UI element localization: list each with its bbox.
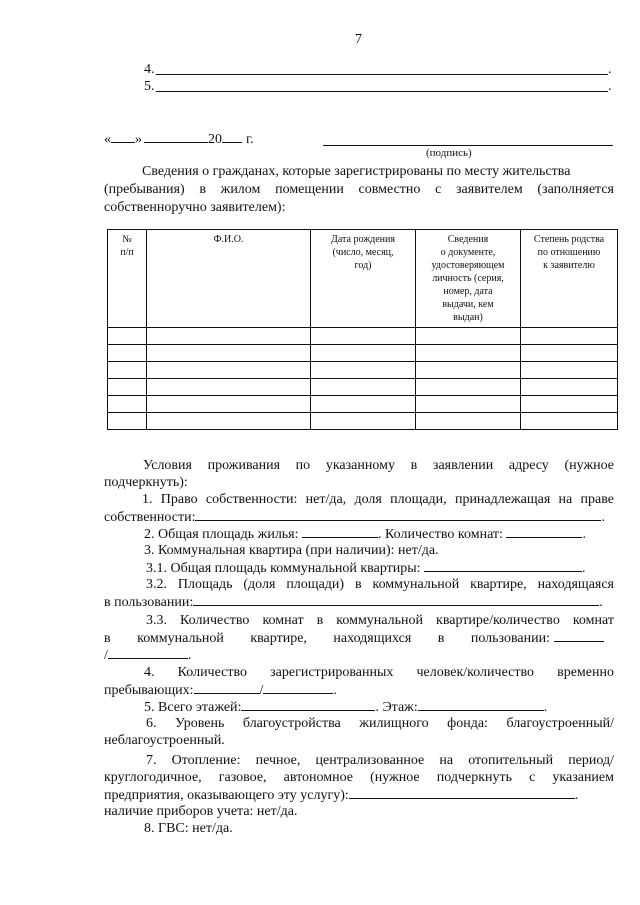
item3-2-line-2: в пользовании: . xyxy=(104,595,603,610)
item3-line: 3. Коммунальная квартира (при наличии): нет/да. xyxy=(144,543,439,558)
heating-provider-field[interactable] xyxy=(349,786,575,799)
item1-line-1: 1. Право собственности: нет/да, доля площади, принадлежащая на праве xyxy=(142,492,614,507)
date-month-field[interactable] xyxy=(144,130,208,143)
item7-line-3: предприятия, оказывающего эту услугу): . xyxy=(104,788,579,803)
table-row[interactable] xyxy=(108,396,618,413)
table-header-row xyxy=(108,230,618,328)
item3-3-line-1: 3.3. Количество комнат в коммунальной квартире/количество комнат xyxy=(146,613,614,628)
total-area-field[interactable] xyxy=(302,525,378,538)
list-item-5-label: 5. xyxy=(144,79,155,94)
date-close-quote: » xyxy=(135,132,142,147)
date-line xyxy=(104,130,254,148)
list-item-4-label: 4. xyxy=(144,62,155,77)
date-open-quote: « xyxy=(104,132,111,147)
date-year-suffix: г. xyxy=(246,132,254,147)
item3-3-line-3: / . xyxy=(104,648,192,663)
item3-1-line: 3.1. Общая площадь коммунальной квартиры: . xyxy=(146,561,586,576)
item3-3-line-2: в коммунальной квартире, находящихся в пользовании: xyxy=(104,629,604,647)
registered-count-field[interactable] xyxy=(194,681,260,694)
date-day-field[interactable] xyxy=(111,130,135,143)
communal-rooms-field[interactable] xyxy=(554,629,604,642)
floor-field[interactable] xyxy=(418,698,544,711)
item2-line: 2. Общая площадь жилья: . Количество комнат: . xyxy=(144,527,586,542)
item8-line: 8. ГВС: нет/да. xyxy=(144,821,233,836)
table-row[interactable] xyxy=(108,328,618,345)
ownership-field[interactable] xyxy=(195,508,601,521)
header-relationship: Степень родства по отношению к заявителю xyxy=(521,230,618,328)
page-number: 7 xyxy=(355,32,362,47)
header-full-name: Ф.И.О. xyxy=(147,230,311,328)
room-count-field[interactable] xyxy=(506,525,582,538)
item7-line-4: наличие приборов учета: нет/да. xyxy=(104,804,298,819)
list-item-4-period: . xyxy=(608,62,612,77)
list-item-5-period: . xyxy=(608,79,612,94)
item6-line-1: 6. Уровень благоустройства жилищного фонда: благоустроенный/ xyxy=(146,716,614,731)
item7-line-2: круглогодичное, газовое, автономное (нужное подчеркнуть с указанием xyxy=(104,770,614,785)
intro-line-2: (пребывания) в жилом помещении совместно с заявителем (заполняется xyxy=(104,182,614,197)
conditions-title-line-2: подчеркнуть): xyxy=(104,475,188,490)
date-year-prefix: 20 xyxy=(208,132,222,147)
intro-line-1: Сведения о гражданах, которые зарегистрированы по месту жительства xyxy=(142,164,571,179)
signature-caption: (подпись) xyxy=(426,147,472,159)
communal-share-field[interactable] xyxy=(193,593,599,606)
date-year-field[interactable] xyxy=(222,130,242,143)
intro-line-3: собственноручно заявителем): xyxy=(104,200,286,215)
table-row[interactable] xyxy=(108,379,618,396)
item5-line: 5. Всего этажей: . Этаж: . xyxy=(144,700,548,715)
item1-line-2: собственности: . xyxy=(104,510,605,525)
conditions-title-line-1: Условия проживания по указанному в заявлении адресу (нужное xyxy=(143,458,614,473)
table-row[interactable] xyxy=(108,345,618,362)
item6-line-2: неблагоустроенный. xyxy=(104,733,225,748)
item3-2-line-1: 3.2. Площадь (доля площади) в коммунальной квартире, находящаяся xyxy=(146,577,614,592)
item4-line-2: пребывающих: / . xyxy=(104,683,337,698)
floors-total-field[interactable] xyxy=(241,698,375,711)
communal-area-field[interactable] xyxy=(424,559,582,572)
signature-line[interactable] xyxy=(323,145,613,146)
header-birth-date: Дата рождения (число, месяц, год) xyxy=(311,230,416,328)
item4-line-1: 4. Количество зарегистрированных человек/количество временно xyxy=(144,665,614,680)
list-item-5-line[interactable] xyxy=(156,91,608,92)
list-item-4-line[interactable] xyxy=(156,74,608,75)
table-row[interactable] xyxy=(108,413,618,430)
header-number: № п/п xyxy=(108,230,147,328)
citizens-table xyxy=(107,229,618,430)
item7-line-1: 7. Отопление: печное, централизованное на отопительный период/ xyxy=(146,753,614,768)
communal-rooms-used-field[interactable] xyxy=(108,646,188,659)
table-row[interactable] xyxy=(108,362,618,379)
temporary-count-field[interactable] xyxy=(263,681,333,694)
header-identity-document: Сведения о документе, удостоверяющем личность (серия, номер, дата выдачи, кем выдан) xyxy=(416,230,521,328)
